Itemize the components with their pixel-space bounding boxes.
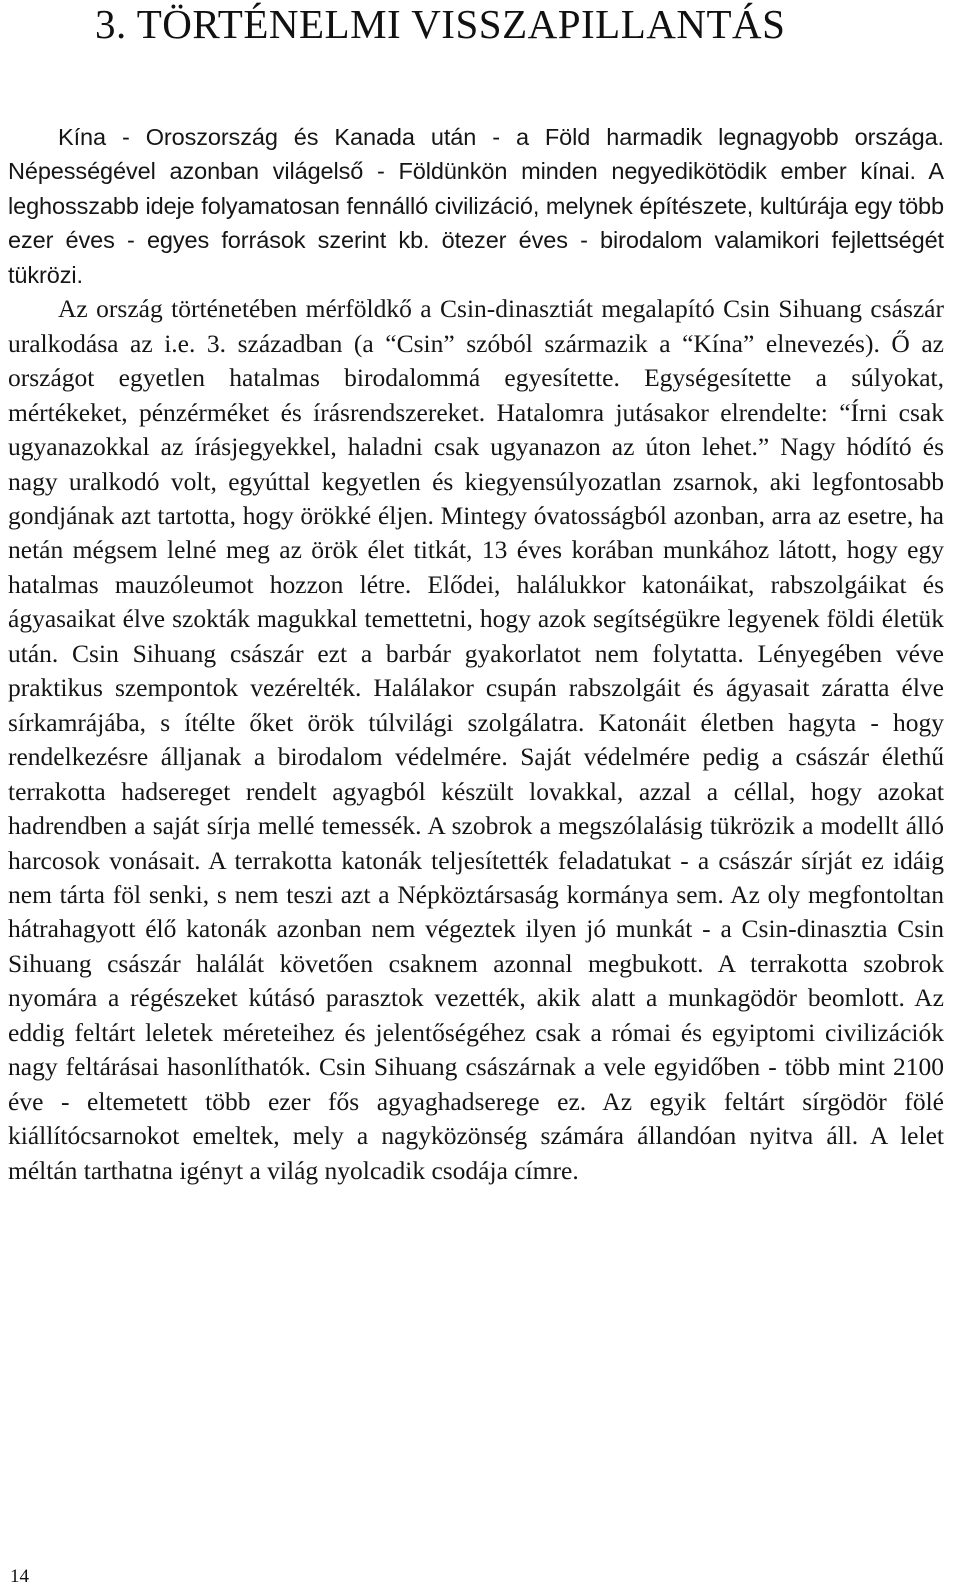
paragraph-history: Az ország történetében mérföldkő a Csin-dinasztiát megalapító Csin Sihuang császár uralkodása az i.e. 3. században (a “Csin” szóból származik a “Kína” elnevezés). Ő az országot egyetlen hatalmas birodalommá egyesítette. Egységesítette a súlyokat, mértékeket, pénzérméket és írásrendszereket. Hatalomra jutásakor elrendelte: “Írni csak ugyanazokkal az írásjegyekkel, haladni csak ugyanazon az úton lehet.” Nagy hódító és nagy uralkodó volt, egyúttal kegyetlen és kiegyensúlyozatlan zsarnok, aki legfontosabb gondjának azt tartotta, hogy örökké éljen. Mintegy óvatosságból azonban, arra az esetre, ha netán mégsem lelné meg az örök élet titkát, 13 éves korában munkához látott, hogy egy hatalmas mauzóleumot hozzon létre. Elődei, halálukkor katonáikat, rabszolgáikat és ágyasaikat élve szokták magukkal temettetni, hogy azok segítségükre legyenek földi életük után. Csin Sihuang császár ezt a barbár gyakorlatot nem folytatta. Lényegében véve praktikus szempontok vezérelték. Halálakor csupán rabszolgáit és ágyasait záratta élve sírkamrájába, s ítélte őket örök túlvilági szolgálatra. Katonáit életben hagyta - hogy rendelkezésre álljanak a birodalom védelmére. Saját védelmére pedig a császár élethű terrakotta hadsereget rendelt agyagból készült lovakkal, azzal a céllal, hogy azokat hadrendben a saját sírja mellé temessék. A szobrok a megszólalásig tükrözik a modellt álló harcosok vonásait. A terrakotta katonák teljesítették feladatukat - a császár sírját ez idáig nem tárta föl senki, s nem teszi azt a Népköztársaság kormánya sem. Az oly megfontoltan hátrahagyott élő katonák azonban nem végeztek ilyen jó munkát - a Csin-dinasztia Csin Sihuang császár halálát követően csaknem azonnal megbukott. A terrakotta szobrok nyomára a régészeket kútásó parasztok vezették, akik alatt a munkagödör beomlott. Az eddig feltárt leletek méreteihez és jelentőségéhez csak a római és egyiptomi civilizációk nagy feltárásai hasonlíthatók. Csin Sihuang császárnak a vele egyidőben - több mint 2100 éve - eltemetett több ezer fős agyaghadserege ez. Az egyik feltárt sírgödör fölé kiállítócsarnokot emeltek, mely a nagyközönség számára állandóan nyitva áll. A lelet méltán tarthatna igényt a világ nyolcadik csodája címre. [8,294,944,1185]
page-title: 3. TÖRTÉNELMI VISSZAPILLANTÁS [95,1,786,47]
page-number: 14 [10,1566,29,1587]
paragraph-intro: Kína - Oroszország és Kanada után - a Föld harmadik legnagyobb országa. Népességével azonban világelső - Földünkön minden negyedikötödik ember kínai. A leghosszabb ideje folyamatosan fennálló civilizáció, melynek építészete, kultúrája egy több ezer éves - egyes források szerint kb. ötezer éves - birodalom valamikori fejlettségét tükrözi. [8,124,944,288]
body-text [8,120,944,1188]
